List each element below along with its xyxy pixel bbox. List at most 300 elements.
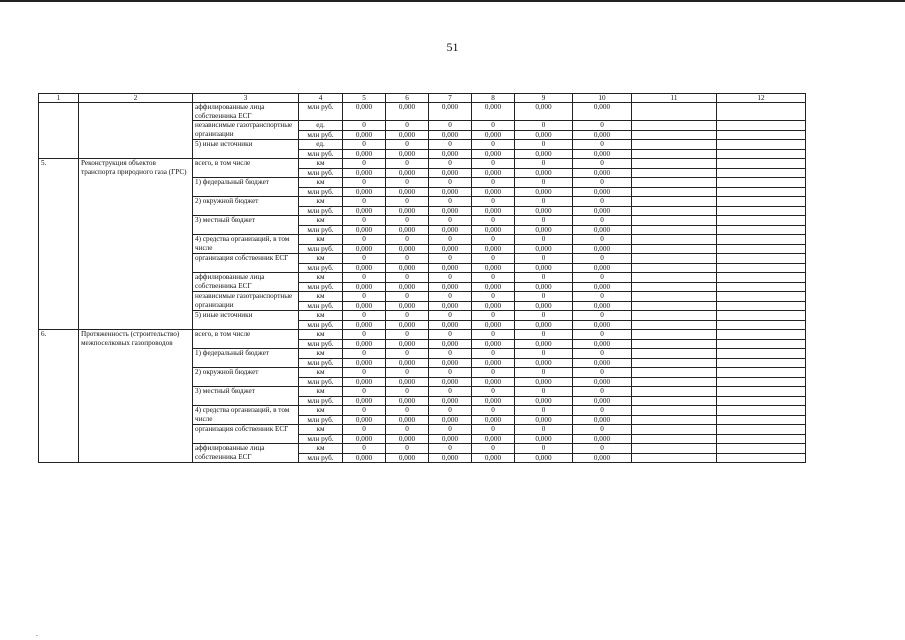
- empty-cell-11: [632, 254, 717, 264]
- value-cell: 0: [515, 330, 573, 340]
- value-cell: 0: [573, 349, 632, 359]
- value-cell: 0,000: [573, 103, 632, 121]
- value-cell: 0,000: [472, 434, 515, 444]
- top-rule: [0, 0, 905, 2]
- value-cell: 0,000: [515, 168, 573, 178]
- value-cell: 0: [472, 330, 515, 340]
- empty-cell-11: [632, 387, 717, 397]
- value-cell: 0: [386, 216, 429, 226]
- page-number: 51: [446, 40, 459, 54]
- value-cell: 0: [472, 349, 515, 359]
- empty-cell-11: [632, 140, 717, 150]
- value-cell: 0: [429, 140, 472, 150]
- empty-cell-12: [717, 311, 806, 321]
- empty-cell-12: [717, 396, 806, 406]
- empty-cell-11: [632, 349, 717, 359]
- value-cell: 0,000: [472, 206, 515, 216]
- empty-cell-11: [632, 273, 717, 283]
- value-cell: 0,000: [429, 168, 472, 178]
- value-cell: 0: [343, 292, 386, 302]
- value-cell: 0: [515, 444, 573, 454]
- empty-cell-12: [717, 178, 806, 188]
- empty-cell-11: [632, 235, 717, 245]
- column-header-6: 6: [386, 94, 429, 103]
- empty-cell-11: [632, 406, 717, 416]
- value-cell: 0: [573, 311, 632, 321]
- financing-source: аффилированные лица собственника ЕСГ: [193, 103, 299, 121]
- value-cell: 0: [343, 254, 386, 264]
- value-cell: 0: [472, 273, 515, 283]
- unit-cell: млн руб.: [299, 396, 343, 406]
- value-cell: 0,000: [386, 282, 429, 292]
- empty-cell-12: [717, 434, 806, 444]
- value-cell: 0: [429, 349, 472, 359]
- unit-cell: км: [299, 368, 343, 378]
- unit-cell: млн руб.: [299, 377, 343, 387]
- financing-source: 1) федеральный бюджет: [193, 178, 299, 197]
- financing-source: организация собственник ЕСГ: [193, 425, 299, 444]
- value-cell: 0: [429, 121, 472, 131]
- value-cell: 0: [515, 254, 573, 264]
- value-cell: 0,000: [429, 434, 472, 444]
- value-cell: 0: [386, 387, 429, 397]
- value-cell: 0,000: [472, 244, 515, 254]
- value-cell: 0: [515, 159, 573, 169]
- value-cell: 0,000: [343, 434, 386, 444]
- value-cell: 0: [386, 330, 429, 340]
- value-cell: 0: [515, 235, 573, 245]
- value-cell: 0: [573, 121, 632, 131]
- empty-cell-11: [632, 130, 717, 140]
- value-cell: 0,000: [515, 130, 573, 140]
- value-cell: 0: [343, 197, 386, 207]
- value-cell: 0: [515, 273, 573, 283]
- value-cell: 0: [343, 121, 386, 131]
- value-cell: 0: [515, 197, 573, 207]
- value-cell: 0: [343, 406, 386, 416]
- value-cell: 0: [472, 216, 515, 226]
- value-cell: 0,000: [573, 225, 632, 235]
- value-cell: 0: [472, 368, 515, 378]
- value-cell: 0,000: [386, 396, 429, 406]
- unit-cell: млн руб.: [299, 301, 343, 311]
- value-cell: 0: [472, 140, 515, 150]
- table-row: [39, 330, 806, 340]
- column-header-1: 1: [39, 94, 79, 103]
- value-cell: 0,000: [472, 377, 515, 387]
- value-cell: 0: [573, 292, 632, 302]
- empty-cell-11: [632, 197, 717, 207]
- value-cell: 0,000: [386, 149, 429, 159]
- financing-source: 4) средства организаций, в том числе: [193, 406, 299, 425]
- financing-source: 3) местный бюджет: [193, 216, 299, 235]
- value-cell: 0,000: [472, 320, 515, 330]
- unit-cell: млн руб.: [299, 206, 343, 216]
- value-cell: 0: [515, 121, 573, 131]
- value-cell: 0,000: [343, 377, 386, 387]
- value-cell: 0,000: [429, 103, 472, 121]
- empty-cell-11: [632, 453, 717, 463]
- unit-cell: км: [299, 216, 343, 226]
- value-cell: 0: [573, 159, 632, 169]
- empty-cell-11: [632, 216, 717, 226]
- empty-cell-11: [632, 301, 717, 311]
- value-cell: 0,000: [472, 168, 515, 178]
- value-cell: 0: [472, 444, 515, 454]
- unit-cell: км: [299, 349, 343, 359]
- unit-cell: км: [299, 254, 343, 264]
- value-cell: 0: [573, 406, 632, 416]
- empty-cell-11: [632, 434, 717, 444]
- value-cell: 0: [386, 425, 429, 435]
- value-cell: 0,000: [343, 206, 386, 216]
- empty-cell-11: [632, 263, 717, 273]
- table-row: [39, 159, 806, 169]
- value-cell: 0,000: [343, 301, 386, 311]
- value-cell: 0: [343, 159, 386, 169]
- value-cell: 0: [573, 444, 632, 454]
- empty-cell-12: [717, 453, 806, 463]
- value-cell: 0,000: [472, 225, 515, 235]
- unit-cell: млн руб.: [299, 320, 343, 330]
- unit-cell: млн руб.: [299, 103, 343, 121]
- value-cell: 0: [429, 406, 472, 416]
- value-cell: 0,000: [386, 168, 429, 178]
- value-cell: 0: [429, 387, 472, 397]
- value-cell: 0: [429, 254, 472, 264]
- value-cell: 0,000: [472, 339, 515, 349]
- column-header-8: 8: [472, 94, 515, 103]
- value-cell: 0,000: [386, 244, 429, 254]
- value-cell: 0,000: [515, 187, 573, 197]
- value-cell: 0,000: [386, 453, 429, 463]
- value-cell: 0,000: [573, 415, 632, 425]
- value-cell: 0: [429, 178, 472, 188]
- value-cell: 0: [343, 387, 386, 397]
- unit-cell: км: [299, 178, 343, 188]
- value-cell: 0: [573, 368, 632, 378]
- value-cell: 0,000: [429, 244, 472, 254]
- value-cell: 0,000: [343, 282, 386, 292]
- value-cell: 0,000: [343, 263, 386, 273]
- empty-cell-12: [717, 368, 806, 378]
- header-row: [39, 94, 806, 103]
- value-cell: 0: [573, 273, 632, 283]
- empty-cell-11: [632, 425, 717, 435]
- empty-cell-12: [717, 254, 806, 264]
- value-cell: 0,000: [386, 358, 429, 368]
- value-cell: 0: [472, 311, 515, 321]
- empty-cell-11: [632, 168, 717, 178]
- value-cell: 0,000: [515, 301, 573, 311]
- value-cell: 0: [515, 425, 573, 435]
- data-table: [38, 93, 806, 463]
- value-cell: 0,000: [515, 415, 573, 425]
- value-cell: 0,000: [573, 434, 632, 444]
- value-cell: 0,000: [472, 358, 515, 368]
- value-cell: 0: [343, 368, 386, 378]
- value-cell: 0: [429, 444, 472, 454]
- value-cell: 0,000: [472, 282, 515, 292]
- value-cell: 0,000: [343, 225, 386, 235]
- financing-source: 2) окружной бюджет: [193, 368, 299, 387]
- empty-cell-12: [717, 197, 806, 207]
- value-cell: 0: [573, 216, 632, 226]
- empty-cell-11: [632, 377, 717, 387]
- unit-cell: км: [299, 159, 343, 169]
- value-cell: 0,000: [573, 168, 632, 178]
- value-cell: 0,000: [343, 415, 386, 425]
- empty-cell-12: [717, 130, 806, 140]
- column-header-4: 4: [299, 94, 343, 103]
- value-cell: 0,000: [343, 149, 386, 159]
- value-cell: 0,000: [472, 301, 515, 311]
- value-cell: 0,000: [429, 453, 472, 463]
- value-cell: 0: [515, 140, 573, 150]
- value-cell: 0,000: [573, 396, 632, 406]
- column-header-7: 7: [429, 94, 472, 103]
- value-cell: 0,000: [515, 225, 573, 235]
- value-cell: 0,000: [429, 377, 472, 387]
- value-cell: 0,000: [429, 282, 472, 292]
- value-cell: 0: [386, 121, 429, 131]
- value-cell: 0,000: [343, 339, 386, 349]
- financing-source: всего, в том числе: [193, 330, 299, 349]
- empty-cell-12: [717, 121, 806, 131]
- empty-cell-11: [632, 282, 717, 292]
- unit-cell: км: [299, 311, 343, 321]
- value-cell: 0,000: [573, 339, 632, 349]
- value-cell: 0,000: [573, 377, 632, 387]
- empty-cell-12: [717, 349, 806, 359]
- value-cell: 0,000: [386, 301, 429, 311]
- value-cell: 0,000: [343, 358, 386, 368]
- value-cell: 0: [472, 254, 515, 264]
- value-cell: 0: [429, 368, 472, 378]
- empty-cell-12: [717, 406, 806, 416]
- value-cell: 0,000: [429, 339, 472, 349]
- financing-source: 5) иные источники: [193, 140, 299, 159]
- value-cell: 0: [343, 273, 386, 283]
- value-cell: 0,000: [472, 149, 515, 159]
- unit-cell: км: [299, 387, 343, 397]
- value-cell: 0,000: [472, 263, 515, 273]
- value-cell: 0,000: [386, 187, 429, 197]
- empty-cell-12: [717, 301, 806, 311]
- empty-cell-11: [632, 396, 717, 406]
- value-cell: 0: [343, 235, 386, 245]
- financing-source: аффилированные лица собственника ЕСГ: [193, 444, 299, 463]
- financing-source: независимые газотранспортные организации: [193, 292, 299, 311]
- value-cell: 0: [472, 387, 515, 397]
- indicator-name: Реконструкция объектов транспорта природного газа (ГРС): [79, 159, 193, 330]
- empty-cell-12: [717, 415, 806, 425]
- empty-cell-12: [717, 282, 806, 292]
- value-cell: 0: [515, 406, 573, 416]
- value-cell: 0: [386, 292, 429, 302]
- unit-cell: млн руб.: [299, 263, 343, 273]
- empty-cell-12: [717, 320, 806, 330]
- value-cell: 0,000: [515, 282, 573, 292]
- financing-source: аффилированные лица собственника ЕСГ: [193, 273, 299, 292]
- value-cell: 0,000: [429, 415, 472, 425]
- empty-cell-12: [717, 140, 806, 150]
- margin-mark: .: [36, 630, 38, 638]
- empty-cell-11: [632, 311, 717, 321]
- empty-cell-12: [717, 206, 806, 216]
- empty-cell-11: [632, 244, 717, 254]
- unit-cell: км: [299, 406, 343, 416]
- row-number: [39, 103, 79, 159]
- empty-cell-11: [632, 444, 717, 454]
- value-cell: 0: [343, 140, 386, 150]
- value-cell: 0,000: [386, 434, 429, 444]
- value-cell: 0,000: [515, 206, 573, 216]
- value-cell: 0: [386, 235, 429, 245]
- value-cell: 0: [429, 159, 472, 169]
- value-cell: 0,000: [429, 130, 472, 140]
- value-cell: 0,000: [429, 320, 472, 330]
- table-body: [39, 94, 806, 463]
- empty-cell-11: [632, 292, 717, 302]
- value-cell: 0,000: [429, 358, 472, 368]
- value-cell: 0,000: [515, 434, 573, 444]
- value-cell: 0: [573, 330, 632, 340]
- value-cell: 0: [343, 178, 386, 188]
- empty-cell-11: [632, 330, 717, 340]
- column-header-12: 12: [717, 94, 806, 103]
- value-cell: 0: [515, 349, 573, 359]
- value-cell: 0,000: [472, 453, 515, 463]
- value-cell: 0: [573, 235, 632, 245]
- empty-cell-11: [632, 187, 717, 197]
- value-cell: 0: [386, 444, 429, 454]
- value-cell: 0,000: [515, 396, 573, 406]
- value-cell: 0: [343, 349, 386, 359]
- value-cell: 0,000: [429, 225, 472, 235]
- indicator-name: Протяженность (строительство) межпоселковых газопроводов: [79, 330, 193, 463]
- value-cell: 0,000: [573, 244, 632, 254]
- empty-cell-12: [717, 103, 806, 121]
- empty-cell-12: [717, 149, 806, 159]
- value-cell: 0,000: [343, 168, 386, 178]
- value-cell: 0,000: [472, 130, 515, 140]
- value-cell: 0,000: [515, 320, 573, 330]
- value-cell: 0,000: [573, 187, 632, 197]
- value-cell: 0: [343, 444, 386, 454]
- value-cell: 0,000: [343, 103, 386, 121]
- value-cell: 0: [343, 311, 386, 321]
- value-cell: 0: [515, 292, 573, 302]
- unit-cell: ед.: [299, 140, 343, 150]
- unit-cell: млн руб.: [299, 339, 343, 349]
- value-cell: 0,000: [386, 103, 429, 121]
- unit-cell: млн руб.: [299, 168, 343, 178]
- value-cell: 0: [515, 387, 573, 397]
- value-cell: 0: [343, 216, 386, 226]
- value-cell: 0,000: [429, 187, 472, 197]
- financing-source: всего, в том числе: [193, 159, 299, 178]
- value-cell: 0,000: [386, 415, 429, 425]
- unit-cell: млн руб.: [299, 225, 343, 235]
- value-cell: 0,000: [343, 396, 386, 406]
- value-cell: 0: [515, 311, 573, 321]
- empty-cell-12: [717, 425, 806, 435]
- financing-source: организация собственник ЕСГ: [193, 254, 299, 273]
- empty-cell-12: [717, 225, 806, 235]
- unit-cell: км: [299, 273, 343, 283]
- row-number: 5.: [39, 159, 79, 330]
- table-row: [39, 103, 806, 121]
- unit-cell: млн руб.: [299, 149, 343, 159]
- column-header-11: 11: [632, 94, 717, 103]
- row-number: 6.: [39, 330, 79, 463]
- unit-cell: млн руб.: [299, 244, 343, 254]
- value-cell: 0,000: [386, 206, 429, 216]
- column-header-5: 5: [343, 94, 386, 103]
- value-cell: 0: [429, 235, 472, 245]
- value-cell: 0,000: [573, 358, 632, 368]
- empty-cell-12: [717, 187, 806, 197]
- value-cell: 0,000: [515, 377, 573, 387]
- value-cell: 0: [515, 368, 573, 378]
- value-cell: 0,000: [429, 149, 472, 159]
- value-cell: 0: [573, 197, 632, 207]
- value-cell: 0: [515, 178, 573, 188]
- value-cell: 0,000: [343, 130, 386, 140]
- empty-cell-11: [632, 339, 717, 349]
- empty-cell-12: [717, 273, 806, 283]
- unit-cell: км: [299, 330, 343, 340]
- value-cell: 0,000: [573, 149, 632, 159]
- empty-cell-11: [632, 225, 717, 235]
- value-cell: 0: [429, 330, 472, 340]
- value-cell: 0: [429, 273, 472, 283]
- unit-cell: км: [299, 292, 343, 302]
- value-cell: 0: [386, 406, 429, 416]
- empty-cell-12: [717, 444, 806, 454]
- value-cell: 0: [386, 368, 429, 378]
- unit-cell: км: [299, 197, 343, 207]
- unit-cell: ед.: [299, 121, 343, 131]
- value-cell: 0,000: [386, 130, 429, 140]
- empty-cell-11: [632, 320, 717, 330]
- value-cell: 0: [472, 425, 515, 435]
- empty-cell-12: [717, 263, 806, 273]
- financing-source: независимые газотранспортные организации: [193, 121, 299, 140]
- value-cell: 0: [429, 197, 472, 207]
- value-cell: 0: [573, 387, 632, 397]
- unit-cell: млн руб.: [299, 282, 343, 292]
- column-header-2: 2: [79, 94, 193, 103]
- value-cell: 0,000: [573, 282, 632, 292]
- value-cell: 0,000: [386, 320, 429, 330]
- value-cell: 0: [472, 235, 515, 245]
- value-cell: 0,000: [429, 396, 472, 406]
- financing-source: 5) иные источники: [193, 311, 299, 330]
- financing-source: 4) средства организаций, в том числе: [193, 235, 299, 254]
- value-cell: 0: [386, 178, 429, 188]
- value-cell: 0: [386, 349, 429, 359]
- value-cell: 0,000: [429, 263, 472, 273]
- value-cell: 0: [343, 425, 386, 435]
- value-cell: 0,000: [515, 149, 573, 159]
- empty-cell-12: [717, 330, 806, 340]
- value-cell: 0,000: [573, 453, 632, 463]
- unit-cell: км: [299, 425, 343, 435]
- value-cell: 0: [472, 292, 515, 302]
- unit-cell: млн руб.: [299, 130, 343, 140]
